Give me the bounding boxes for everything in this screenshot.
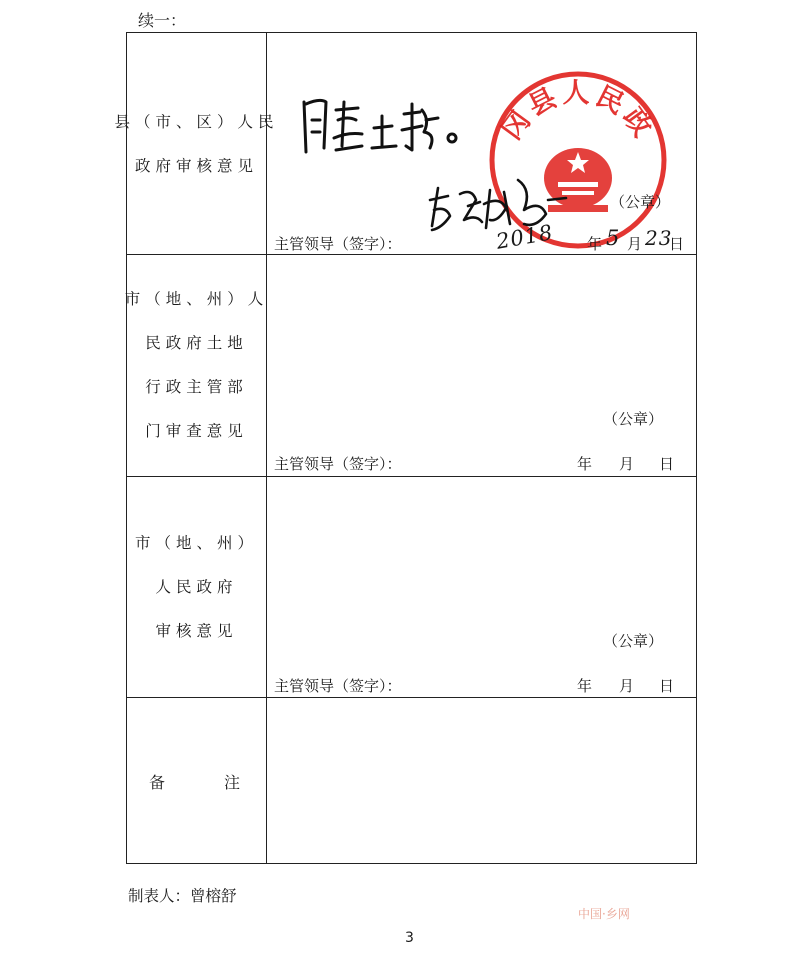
- remarks-label-left: 备: [149, 772, 166, 792]
- row3-label-cell: [127, 476, 266, 697]
- row2-date-day-unit: 日: [659, 455, 676, 473]
- row1-date-month-unit: 月: [627, 235, 644, 253]
- row2-date-year-unit: 年: [577, 455, 594, 473]
- row2-label-cell: [124, 254, 269, 476]
- continued-label: 续一：: [138, 11, 187, 30]
- row2-date-month-unit: 月: [619, 455, 636, 473]
- column-divider: [266, 33, 267, 863]
- row1-date-day-handwritten: 23: [645, 226, 673, 250]
- row1-date-year-unit: 年: [587, 235, 604, 253]
- row3-date-day-unit: 日: [659, 677, 676, 695]
- row1-label-line-2: 政府审核意见: [134, 156, 258, 175]
- row1-label-line-1: 县（市、区）人民: [114, 112, 279, 131]
- row1-label-cell: [114, 33, 279, 254]
- row1-leader-signature-label: 主管领导（签字）：: [274, 235, 402, 253]
- row3-date-month-unit: 月: [619, 677, 636, 695]
- form-maker: 制表人：曾榕舒: [128, 887, 237, 905]
- seal-arc-text: 冈县人民政: [496, 78, 660, 146]
- row2-label-line-4: 门审查意见: [145, 422, 248, 440]
- row1-date-year-handwritten: 2018: [494, 220, 556, 254]
- row3-label-line-3: 审核意见: [155, 621, 238, 640]
- row3-date-year-unit: 年: [577, 677, 594, 695]
- svg-text:冈县人民政: [496, 78, 660, 146]
- watermark-logo: 中国·乡网: [578, 907, 630, 921]
- handwritten-opinion-approved: [296, 90, 466, 170]
- remarks-label-cell: [127, 697, 266, 865]
- row2-seal-note: （公章）: [603, 410, 664, 428]
- row2-label-line-2: 民政府土地: [145, 334, 248, 352]
- remarks-label-right: 注: [223, 772, 240, 792]
- row2-label-line-3: 行政主管部: [145, 378, 248, 396]
- row3-leader-signature-label: 主管领导（签字）：: [274, 677, 402, 695]
- row2-label-line-1: 市（地、州）人: [124, 290, 269, 308]
- row3-seal-note: （公章）: [603, 632, 664, 650]
- row1-date-day-unit: 日: [669, 235, 686, 253]
- page-number: 3: [405, 930, 414, 946]
- row2-leader-signature-label: 主管领导（签字）：: [274, 455, 402, 473]
- row3-label-line-2: 人民政府: [155, 577, 238, 596]
- row1-date-month-handwritten: 5: [606, 226, 621, 250]
- row3-label-line-1: 市（地、州）: [134, 533, 258, 552]
- row1-seal-note: （公章）: [610, 193, 671, 211]
